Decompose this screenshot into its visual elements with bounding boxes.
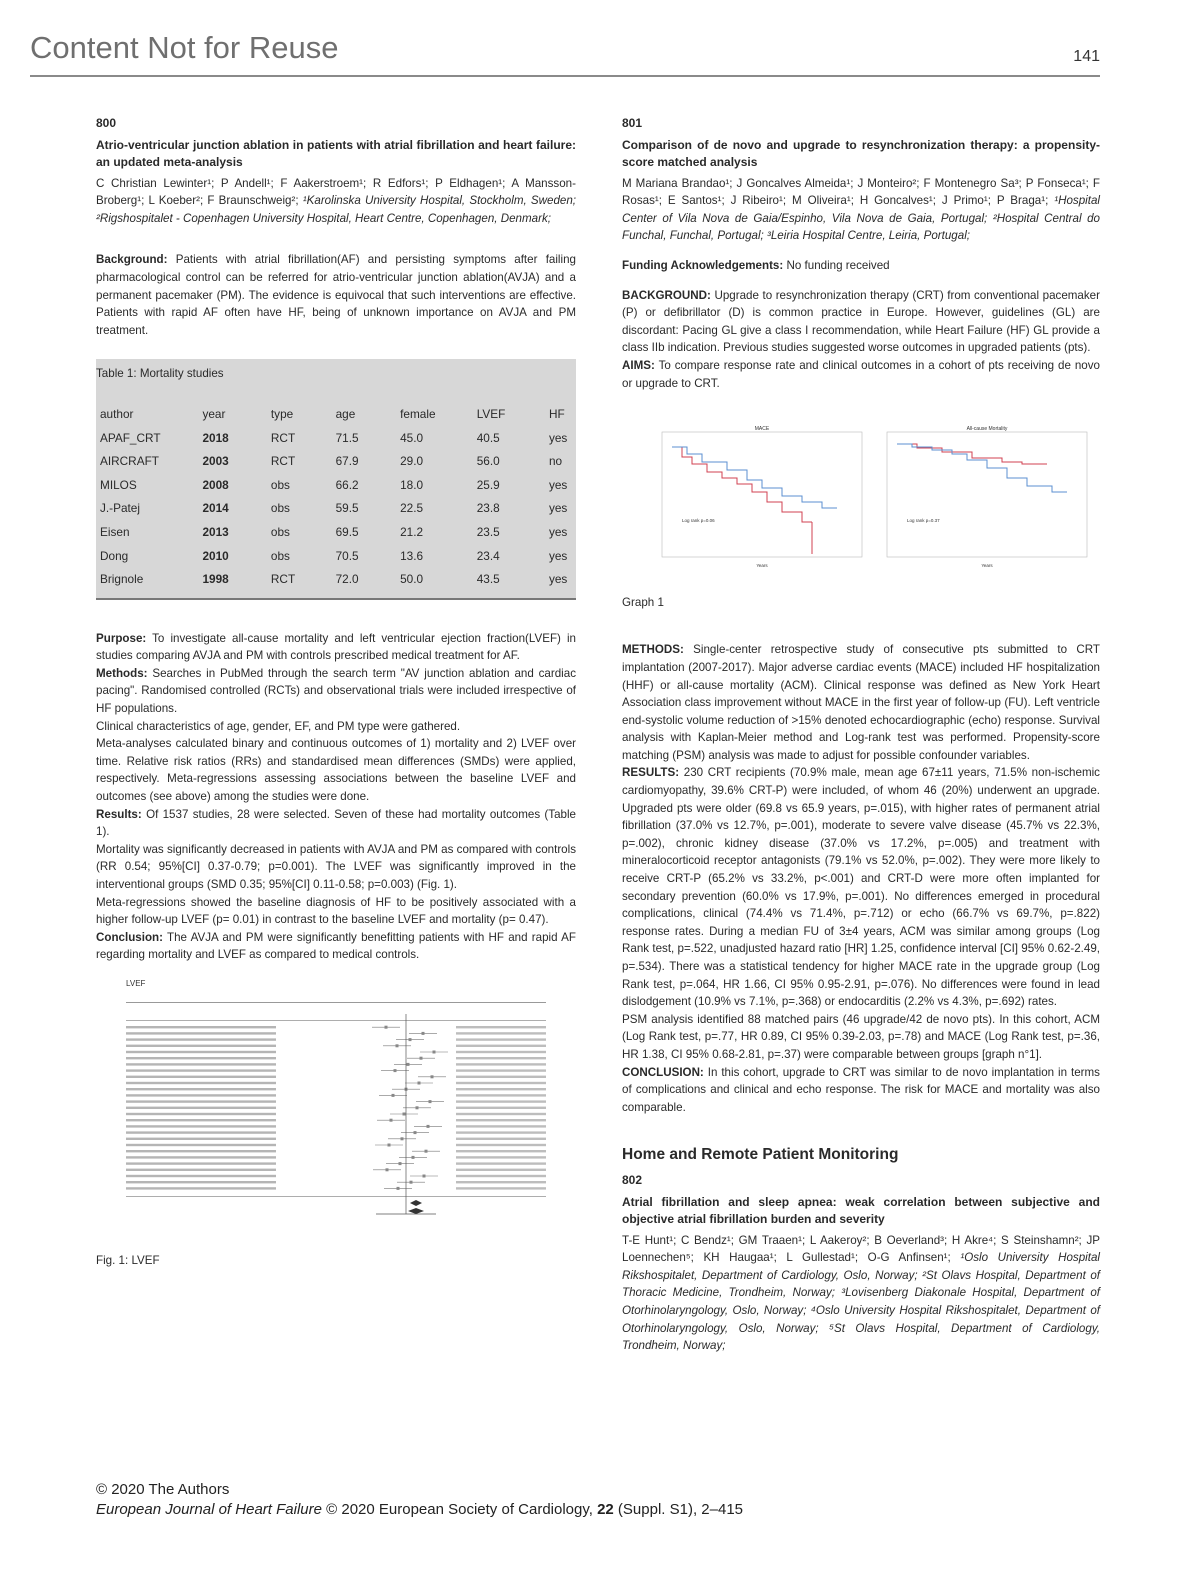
forest-point — [394, 1069, 397, 1072]
table-cell: 23.4 — [476, 548, 500, 563]
copyright: © 2020 The Authors — [96, 1481, 230, 1498]
table-cell: obs — [270, 477, 290, 492]
forest-values — [456, 1181, 546, 1183]
forest-diamond — [410, 1200, 422, 1206]
table-cell: obs — [270, 524, 290, 539]
page-number: 141 — [1073, 48, 1100, 65]
methods-label: Methods: — [96, 666, 148, 680]
author-list: C Christian Lewinter¹; P Andell¹; F Aakerstroem¹; R Edfors¹; P Eldhagen¹; A Mansson-Broberg¹; L Koeber²; F Braunschweig²; — [96, 176, 576, 208]
table-cell: 43.5 — [476, 572, 500, 587]
forest-values — [456, 1038, 546, 1040]
forest-point — [399, 1162, 402, 1165]
table-header: author — [100, 406, 134, 421]
author-affiliations: ¹Hospital Center of Vila Nova de Gaia/Espinho, Vila Nova de Gaia, Portugal; ²Hospital Central do Funchal, Funchal, Portugal; ³Leiria Hospital Centre, Leiria, Portugal; — [622, 194, 1100, 243]
table-row — [96, 427, 576, 451]
background-label: Background: — [96, 253, 168, 267]
forest-values — [456, 1051, 546, 1053]
table-header: age — [335, 406, 356, 421]
results-paragraph — [96, 806, 576, 841]
conclusion-label: CONCLUSION: — [622, 1065, 704, 1079]
table-cell: yes — [548, 548, 568, 563]
table-header-row — [96, 403, 576, 427]
methods-paragraph — [96, 665, 576, 718]
forest-point — [396, 1044, 399, 1047]
methods-text: Single-center retrospective study of consecutive pts submitted to CRT implantation (2007-2017). Major adverse cardiac events (MACE) included HF hospitalization (HHF) or all-cause mortality (ACM). Clinical response was defined as New York Heart Association class improvement without MACE in the first year of follow-up (FU). Left ventricle end-systolic volume reduction of >15% denoted echocardiographic (echo) response. Survival analysis with Kaplan-Meier method and Log-rank test was performed. Propensity-score matching (PSM) analysis was made to adjust for possible confounder variables. — [622, 643, 1100, 762]
journal-citation — [96, 1500, 743, 1520]
table-cell: no — [548, 454, 563, 469]
forest-study-label — [126, 1088, 276, 1090]
table-caption: Table 1: Mortality studies — [96, 367, 224, 381]
forest-point — [414, 1131, 417, 1134]
right-column — [622, 115, 1100, 1355]
km-right-title: All-cause Mortality — [966, 426, 1008, 433]
forest-study-label — [126, 1138, 276, 1140]
graph-caption: Graph 1 — [622, 595, 664, 609]
table-cell: 18.0 — [400, 477, 424, 492]
forest-values — [456, 1032, 546, 1034]
table-cell: 23.8 — [476, 501, 500, 516]
conclusion-text: In this cohort, upgrade to CRT was similar to de novo implantation in terms of complications and clinical and echo response. The risk for MACE and mortality was also comparable. — [622, 1065, 1100, 1114]
forest-point — [425, 1150, 428, 1153]
forest-point — [431, 1075, 434, 1078]
background-paragraph — [96, 251, 576, 339]
table-header: year — [202, 406, 226, 421]
table-row — [96, 545, 576, 569]
aims-paragraph — [622, 357, 1100, 392]
forest-point — [385, 1026, 388, 1029]
journal-pages: (Suppl. S1), 2–415 — [613, 1501, 744, 1518]
table-cell: obs — [270, 548, 290, 563]
results-paragraph — [622, 764, 1100, 1010]
background-text: Patients with atrial fibrillation(AF) and persisting symptoms after failing pharmacological control can be referred for atrio-ventricular junction ablation(AVJA) and a permanent pacemaker (PM). The evidence is equivocal that such interventions are effective. Patients with rapid AF often have HF, being of unknown importance on AVJA and PM treatment. — [96, 253, 576, 337]
author-list: M Mariana Brandao¹; J Goncalves Almeida¹; J Monteiro²; F Montenegro Sa³; P Fonseca¹; F Rosas¹; E Santos¹; J Ribeiro¹; M Oliveira¹; H Goncalves¹; J Primo¹; P Braga¹; — [622, 176, 1100, 208]
table-cell: 67.9 — [335, 454, 359, 469]
methods-label: METHODS: — [622, 643, 684, 657]
table-cell: 13.6 — [400, 548, 424, 563]
forest-point — [422, 1032, 425, 1035]
km-right-panel — [887, 426, 1087, 568]
table-cell: yes — [548, 477, 568, 492]
forest-study-label — [126, 1063, 276, 1065]
methods-paragraph-3: Meta-analyses calculated binary and continuous outcomes of 1) mortality and 2) LVEF over time. Relative risk ratios (RRs) and standardised mean differences (SMDs) were applied, respectively. Meta-regressions assessing associations between the baseline LVEF and outcomes (see above) among the studies were done. — [96, 737, 576, 804]
forest-values — [456, 1131, 546, 1133]
background-label: BACKGROUND: — [622, 288, 711, 302]
forest-point — [403, 1112, 406, 1115]
forest-point — [392, 1094, 395, 1097]
forest-study-label — [126, 1076, 276, 1078]
forest-study-label — [126, 1169, 276, 1171]
forest-plot-figure — [106, 974, 576, 1234]
journal-volume: 22 — [597, 1501, 614, 1518]
km-left-title: MACE — [754, 426, 770, 433]
purpose-text: To investigate all-cause mortality and left ventricular ejection fraction(LVEF) in studies comparing AVJA and PM with controls prescribed medical treatment for AF. — [96, 631, 577, 663]
abstract-authors — [622, 1232, 1100, 1355]
table-cell: Eisen — [100, 524, 130, 539]
forest-values — [456, 1144, 546, 1146]
abstract-number: 802 — [622, 1172, 643, 1187]
abstract-number: 800 — [96, 116, 117, 130]
results-text: Of 1537 studies, 28 were selected. Seven of these had mortality outcomes (Table 1). — [96, 807, 576, 839]
forest-values — [456, 1107, 546, 1109]
table-cell: 2013 — [202, 524, 229, 539]
forest-values — [456, 1187, 546, 1189]
abstract-authors — [96, 175, 576, 228]
table-cell: 25.9 — [476, 477, 500, 492]
forest-values — [456, 1057, 546, 1059]
forest-study-label — [126, 1175, 276, 1177]
aims-text: To compare response rate and clinical outcomes in a cohort of pts receiving de novo or upgrade to CRT. — [622, 358, 1100, 390]
forest-point — [423, 1174, 426, 1177]
author-affiliations: ¹Oslo University Hospital Rikshospitalet, Department of Cardiology, Oslo, Norway; ²St Olavs Hospital, Department of Thoracic Medicine, Trondheim, Norway; ³Lovisenberg Diakonale Hospital, Department of Otorhinolaryngology, Oslo, Norway; ⁴Oslo University Hospital Rikshospitalet, Department of Otorhinolaryngology, Oslo, Norway; ⁵St Olavs Hospital, Department of Cardiology, Trondheim, Norway; — [622, 1251, 1100, 1353]
table-cell: 70.5 — [335, 548, 359, 563]
forest-study-label — [126, 1100, 276, 1102]
page-footer — [96, 1480, 743, 1520]
mortality-table-box — [96, 359, 576, 599]
table-row — [96, 568, 576, 592]
forest-study-label — [126, 1125, 276, 1127]
left-column — [96, 115, 576, 1269]
forest-study-label — [126, 1144, 276, 1146]
methods-paragraph-2: Clinical characteristics of age, gender, EF, and PM type were gathered. — [96, 719, 461, 733]
forest-values — [456, 1063, 546, 1065]
forest-study-label — [126, 1045, 276, 1047]
forest-study-label — [126, 1057, 276, 1059]
table-header: female — [400, 406, 436, 421]
table-cell: 45.0 — [400, 430, 424, 445]
forest-study-label — [126, 1131, 276, 1133]
conclusion-label: Conclusion: — [96, 930, 163, 944]
methods-paragraph — [622, 641, 1100, 764]
km-graph — [652, 422, 1092, 572]
forest-point — [429, 1100, 432, 1103]
author-affiliations: ¹Karolinska University Hospital, Stockholm, Sweden; ²Rigshospitalet - Copenhagen University Hospital, Heart Centre, Copenhagen, Denmark; — [96, 194, 577, 225]
forest-study-label — [126, 1032, 276, 1034]
table-cell: 72.0 — [335, 572, 359, 587]
forest-values — [456, 1113, 546, 1115]
table-cell: RCT — [270, 454, 296, 469]
conclusion-text: The AVJA and PM were significantly benefitting patients with HF and rapid AF regarding mortality and LVEF as compared to medical controls. — [96, 930, 576, 962]
table-header: HF — [548, 406, 565, 421]
km-left-xlabel: Years — [756, 563, 768, 569]
results-paragraph-2: PSM analysis identified 88 matched pairs (46 upgrade/42 de novo pts). In this cohort, ACM (Log Rank test, p=.77, HR 0.89, CI 95% 0.39-2.03, p=.78) and MACE (Log Rank test, p=.36, HR 1.38, CI 95% 0.68-2.81, p=.37) were comparable between groups [graph n°1]. — [622, 1012, 1100, 1061]
forest-plot-title: LVEF — [126, 978, 146, 988]
table-header: type — [270, 406, 294, 421]
forest-point — [412, 1156, 415, 1159]
table-row — [96, 450, 576, 474]
table-cell: 2003 — [202, 454, 229, 469]
forest-point — [407, 1063, 410, 1066]
table-cell: 59.5 — [335, 501, 359, 516]
table-cell: Dong — [100, 548, 129, 563]
km-left-panel — [662, 426, 862, 568]
table-row — [96, 521, 576, 545]
forest-values — [456, 1045, 546, 1047]
table-cell: yes — [548, 430, 568, 445]
table-cell: 2014 — [202, 501, 229, 516]
table-cell: MILOS — [100, 477, 137, 492]
forest-study-label — [126, 1026, 276, 1028]
forest-study-label — [126, 1094, 276, 1096]
forest-study-label — [126, 1119, 276, 1121]
forest-point — [397, 1187, 400, 1190]
forest-values — [456, 1169, 546, 1171]
table-cell: 71.5 — [335, 430, 359, 445]
table-cell: 56.0 — [476, 454, 500, 469]
forest-values — [456, 1150, 546, 1152]
forest-point — [433, 1050, 436, 1053]
results-paragraph-3: Meta-regressions showed the baseline diagnosis of HF to be positively associated with a higher follow-up LVEF (p= 0.01) in contrast to the baseline LVEF and mortality (p= 0.47). — [96, 895, 576, 927]
forest-study-label — [126, 1082, 276, 1084]
forest-values — [456, 1156, 546, 1158]
forest-values — [456, 1162, 546, 1164]
forest-values — [456, 1082, 546, 1084]
background-text: Upgrade to resynchronization therapy (CRT) from conventional pacemaker (P) or defibrillator (D) is common practice in Europe. However, guidelines (GL) are discordant: Pacing GL give a class I recommendation, while Heart Failure (HF) GL provide a class IIb indication. Previous studies suggested worse outcomes in upgraded patients (pts). — [622, 288, 1100, 355]
forest-point — [420, 1057, 423, 1060]
forest-study-label — [126, 1113, 276, 1115]
abstract-title: Atrial fibrillation and sleep apnea: weak correlation between subjective and objective atrial fibrillation burden and severity — [622, 1194, 1100, 1226]
forest-study-label — [126, 1051, 276, 1053]
table-cell: 2008 — [202, 477, 229, 492]
table-cell: 50.0 — [400, 572, 424, 587]
km-right-xlabel: Years — [981, 563, 993, 569]
results-label: RESULTS: — [622, 766, 680, 780]
conclusion-paragraph — [622, 1064, 1100, 1117]
methods-text: Searches in PubMed through the search term "AV junction ablation and cardiac pacing". Randomised controlled (RCTs) and observational trials were included irrespective of HF populations. — [96, 666, 576, 716]
table-cell: J.-Patej — [100, 501, 140, 516]
km-left-logrank: Log rank p=0.06 — [682, 518, 715, 524]
forest-values — [456, 1026, 546, 1028]
forest-study-label — [126, 1069, 276, 1071]
funding-label: Funding Acknowledgements: — [622, 258, 784, 272]
results-text: 230 CRT recipients (70.9% male, mean age 67±11 years, 71.5% non-ischemic cardiomyopathy, 39.6% CRT-P) were included, of whom 46 (20%) underwent an upgrade. Upgraded pts were older (69.8 vs 65.9 years, p=.015), with higher rates of permanent atrial fibrillation (37.0% vs 12.7%, p=.001), moderate to severe valve disease (45.7% vs 22.3%, p=.002), chronic kidney disease (37.0% vs 17.2%, p=.005) and treatment with mineralocorticoid receptor antagonists (79.1% vs 52.0%, p=.002). They were more likely to receive CRT-P (65.2% vs 33.2%, p<.001) and CRT-D were more often implanted for secondary prevention (60.0% vs 17.9%, p=.001). No differences emerged in procedural complications, clinical (74.4% vs 71.4%, p=.712) or echo (66.7% vs 69.7%, p=.822) response rates. During a median FU of 3±4 years, ACM was similar among groups (Log Rank test, p=.522, unadjusted hazard ratio [HR] 1.25, confidence interval [CI] 95% 0.62-2.49, p=.534). There was a statistical tendency for higher MACE rate in the upgrade group (Log Rank test, p=.064, HR 1.66, CI 95% 0.95-2.91, p=.076). No differences were found in lead dislodgement (10.9% vs 7.1%, p=.368) or endocarditis (2.2% vs 4.3%, p=.692) rates. — [622, 766, 1100, 1009]
forest-study-label — [126, 1181, 276, 1183]
forest-values — [456, 1175, 546, 1177]
author-list: T-E Hunt¹; C Bendz¹; GM Traaen¹; L Aakeroy²; B Oeverland³; H Akre⁴; S Steinshamn²; JP Loennechen⁵; KH Haugaa¹; L Gullestad¹; O-G Anfinsen¹; — [622, 1233, 1100, 1265]
abstract-title: Atrio-ventricular junction ablation in patients with atrial fibrillation and heart failure: an updated meta-analysis — [96, 137, 576, 169]
watermark: Content Not for Reuse — [30, 30, 339, 65]
funding-text: No funding received — [786, 258, 890, 272]
forest-values — [456, 1125, 546, 1127]
purpose-paragraph — [96, 630, 576, 665]
funding-paragraph — [622, 257, 1100, 275]
forest-values — [456, 1094, 546, 1096]
forest-values — [456, 1119, 546, 1121]
forest-point — [418, 1081, 421, 1084]
forest-values — [456, 1138, 546, 1140]
table-cell: yes — [548, 524, 568, 539]
abstract-authors — [622, 175, 1100, 245]
forest-point — [390, 1119, 393, 1122]
forest-values — [456, 1069, 546, 1071]
table-cell: yes — [548, 501, 568, 516]
abstract-title: Comparison of de novo and upgrade to resynchronization therapy: a propensity-score matched analysis — [622, 137, 1100, 169]
forest-point — [416, 1106, 419, 1109]
mortality-table — [96, 403, 576, 592]
forest-point — [401, 1137, 404, 1140]
forest-study-label — [126, 1162, 276, 1164]
table-cell: 69.5 — [335, 524, 359, 539]
forest-point — [427, 1125, 430, 1128]
table-cell: 21.2 — [400, 524, 424, 539]
forest-study-label — [126, 1187, 276, 1189]
table-row — [96, 497, 576, 521]
forest-diamond — [408, 1208, 424, 1214]
results-paragraph-2: Mortality was significantly decreased in patients with AVJA and PM as compared with controls (RR 0.54; 95%[CI] 0.37-0.79; p=0.001). The LVEF was significantly improved in the interventional groups (SMD 0.35; 95%[CI] 0.11-0.58; p=0.003) (Fig. 1). — [96, 842, 576, 891]
figure-caption: Fig. 1: LVEF — [96, 1253, 160, 1267]
forest-point — [386, 1168, 389, 1171]
km-right-logrank: Log rank p=0.37 — [907, 518, 940, 524]
forest-point — [409, 1038, 412, 1041]
forest-values — [456, 1076, 546, 1078]
table-cell: Brignole — [100, 572, 144, 587]
purpose-label: Purpose: — [96, 631, 147, 645]
table-cell: 2018 — [202, 430, 229, 445]
table-cell: 66.2 — [335, 477, 359, 492]
table-cell: APAF_CRT — [100, 430, 161, 445]
forest-study-label — [126, 1150, 276, 1152]
table-cell: obs — [270, 501, 290, 516]
forest-values — [456, 1088, 546, 1090]
forest-plot-rows — [126, 1002, 546, 1197]
table-cell: 1998 — [202, 572, 229, 587]
table-cell: 29.0 — [400, 454, 424, 469]
conclusion-paragraph — [96, 929, 576, 964]
forest-study-label — [126, 1107, 276, 1109]
background-paragraph — [622, 287, 1100, 357]
table-cell: AIRCRAFT — [100, 454, 159, 469]
results-label: Results: — [96, 807, 142, 821]
section-heading: Home and Remote Patient Monitoring — [622, 1146, 899, 1164]
forest-study-label — [126, 1156, 276, 1158]
table-row — [96, 474, 576, 498]
table-cell: 40.5 — [476, 430, 500, 445]
table-cell: 23.5 — [476, 524, 500, 539]
forest-study-label — [126, 1038, 276, 1040]
forest-values — [456, 1100, 546, 1102]
table-cell: 22.5 — [400, 501, 424, 516]
aims-label: AIMS: — [622, 358, 655, 372]
abstract-number: 801 — [622, 116, 643, 130]
forest-point — [388, 1143, 391, 1146]
journal-name: European Journal of Heart Failure — [96, 1501, 322, 1518]
table-header: LVEF — [476, 406, 506, 421]
forest-point — [410, 1181, 413, 1184]
table-cell: RCT — [270, 430, 296, 445]
table-cell: RCT — [270, 572, 296, 587]
header-rule — [30, 75, 1100, 77]
journal-society: © 2020 European Society of Cardiology, — [321, 1501, 598, 1518]
table-cell: 2010 — [202, 548, 229, 563]
table-cell: yes — [548, 572, 568, 587]
